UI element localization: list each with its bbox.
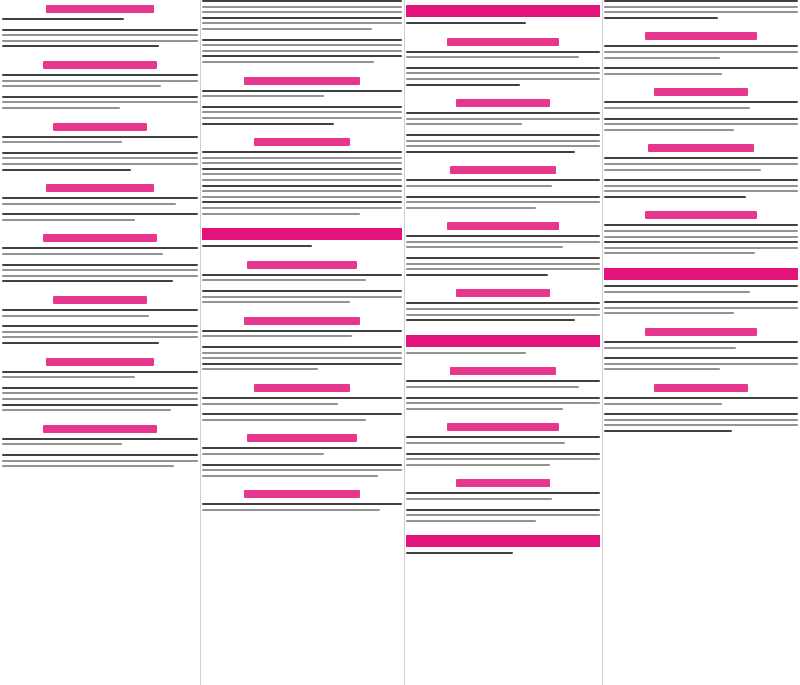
text-line bbox=[604, 73, 722, 75]
text-line bbox=[406, 84, 520, 86]
section-heading bbox=[244, 490, 360, 498]
text-line bbox=[406, 185, 552, 187]
text-line bbox=[406, 246, 563, 248]
text-line bbox=[406, 436, 600, 438]
text-line bbox=[604, 341, 798, 343]
text-line bbox=[2, 169, 131, 171]
text-line bbox=[604, 17, 718, 19]
text-line bbox=[202, 123, 334, 125]
text-line bbox=[202, 301, 350, 303]
text-line bbox=[2, 85, 161, 87]
section-heading bbox=[456, 289, 549, 297]
text-line bbox=[406, 235, 600, 237]
section-heading bbox=[645, 32, 758, 40]
text-line bbox=[406, 51, 600, 53]
text-line bbox=[604, 247, 798, 249]
text-line bbox=[2, 309, 198, 311]
text-line bbox=[604, 413, 798, 415]
text-line bbox=[604, 224, 798, 226]
text-line bbox=[202, 464, 402, 466]
text-line bbox=[406, 201, 600, 203]
column-4 bbox=[604, 0, 798, 685]
section-banner bbox=[406, 535, 600, 547]
text-line bbox=[406, 207, 536, 209]
text-line bbox=[604, 0, 798, 2]
text-line bbox=[2, 392, 198, 394]
text-line bbox=[202, 6, 402, 8]
text-line bbox=[604, 285, 798, 287]
text-line bbox=[604, 196, 746, 198]
text-line bbox=[202, 330, 402, 332]
text-line bbox=[2, 45, 159, 47]
column-2 bbox=[202, 0, 402, 685]
text-line bbox=[406, 274, 548, 276]
text-line bbox=[202, 201, 402, 203]
text-line bbox=[2, 107, 120, 109]
text-line bbox=[202, 28, 372, 30]
text-line bbox=[406, 352, 526, 354]
text-line bbox=[2, 404, 198, 406]
text-line bbox=[202, 503, 402, 505]
text-line bbox=[2, 101, 198, 103]
text-line bbox=[2, 443, 122, 445]
section-heading bbox=[456, 99, 549, 107]
text-line bbox=[2, 247, 198, 249]
text-line bbox=[2, 163, 198, 165]
text-line bbox=[202, 419, 366, 421]
column-3 bbox=[406, 0, 600, 685]
text-line bbox=[2, 219, 135, 221]
text-line bbox=[406, 314, 600, 316]
text-line bbox=[406, 397, 600, 399]
section-heading bbox=[450, 166, 557, 174]
text-line bbox=[604, 123, 798, 125]
text-line bbox=[406, 408, 563, 410]
section-heading bbox=[447, 222, 560, 230]
section-heading bbox=[46, 184, 154, 192]
text-line bbox=[202, 190, 402, 192]
text-line bbox=[406, 498, 552, 500]
text-line bbox=[2, 80, 198, 82]
section-heading bbox=[247, 434, 357, 442]
text-line bbox=[604, 312, 734, 314]
text-line bbox=[2, 269, 198, 271]
text-line bbox=[604, 252, 755, 254]
text-line bbox=[604, 241, 798, 243]
text-line bbox=[2, 371, 198, 373]
section-heading bbox=[46, 358, 154, 366]
text-line bbox=[2, 203, 176, 205]
text-line bbox=[2, 213, 198, 215]
text-line bbox=[202, 413, 402, 415]
section-heading bbox=[645, 328, 758, 336]
text-line bbox=[202, 50, 402, 52]
text-line bbox=[604, 368, 720, 370]
text-line bbox=[604, 419, 798, 421]
section-heading bbox=[46, 5, 154, 13]
text-line bbox=[406, 72, 600, 74]
text-line bbox=[604, 179, 798, 181]
text-line bbox=[406, 492, 600, 494]
text-line bbox=[604, 169, 761, 171]
text-line bbox=[202, 61, 374, 63]
text-line bbox=[406, 509, 600, 511]
text-line bbox=[202, 509, 380, 511]
text-line bbox=[2, 438, 198, 440]
text-line bbox=[604, 230, 798, 232]
text-line bbox=[406, 319, 575, 321]
text-line bbox=[604, 236, 798, 238]
section-heading bbox=[654, 384, 747, 392]
text-line bbox=[406, 402, 600, 404]
section-heading bbox=[43, 425, 157, 433]
text-line bbox=[406, 123, 522, 125]
section-heading bbox=[43, 234, 157, 242]
text-line bbox=[406, 56, 579, 58]
text-line bbox=[604, 6, 798, 8]
text-line bbox=[604, 157, 798, 159]
text-line bbox=[2, 18, 124, 20]
section-heading bbox=[456, 479, 549, 487]
section-heading bbox=[53, 296, 147, 304]
text-line bbox=[202, 162, 402, 164]
text-line bbox=[406, 112, 600, 114]
text-line bbox=[406, 302, 600, 304]
text-line bbox=[2, 331, 198, 333]
text-line bbox=[406, 257, 600, 259]
text-line bbox=[202, 397, 402, 399]
text-line bbox=[202, 90, 402, 92]
section-heading bbox=[244, 317, 360, 325]
text-line bbox=[2, 398, 198, 400]
section-heading bbox=[648, 144, 755, 152]
text-line bbox=[202, 279, 366, 281]
text-line bbox=[202, 213, 360, 215]
text-line bbox=[2, 264, 198, 266]
text-line bbox=[202, 346, 402, 348]
text-line bbox=[406, 140, 600, 142]
text-line bbox=[2, 409, 171, 411]
text-line bbox=[2, 96, 198, 98]
text-line bbox=[202, 22, 402, 24]
section-heading bbox=[247, 261, 357, 269]
text-line bbox=[604, 307, 798, 309]
text-line bbox=[406, 151, 575, 153]
text-line bbox=[604, 185, 798, 187]
section-banner bbox=[202, 228, 402, 240]
text-line bbox=[2, 460, 198, 462]
text-line bbox=[202, 475, 378, 477]
text-line bbox=[406, 145, 600, 147]
text-line bbox=[604, 51, 798, 53]
text-line bbox=[202, 179, 402, 181]
text-line bbox=[2, 454, 198, 456]
text-line bbox=[202, 17, 402, 19]
text-line bbox=[604, 357, 798, 359]
text-line bbox=[2, 376, 135, 378]
text-line bbox=[2, 197, 198, 199]
text-line bbox=[202, 157, 402, 159]
text-line bbox=[2, 74, 198, 76]
text-line bbox=[202, 274, 402, 276]
section-heading bbox=[447, 423, 560, 431]
text-line bbox=[2, 141, 122, 143]
text-line bbox=[604, 347, 736, 349]
column-rule bbox=[404, 0, 405, 685]
text-line bbox=[406, 263, 600, 265]
text-line bbox=[604, 57, 720, 59]
text-line bbox=[202, 469, 402, 471]
text-line bbox=[2, 157, 198, 159]
text-line bbox=[2, 40, 198, 42]
text-line bbox=[202, 368, 318, 370]
text-line bbox=[406, 268, 600, 270]
text-line bbox=[406, 464, 550, 466]
text-line bbox=[406, 78, 600, 80]
text-line bbox=[2, 280, 173, 282]
text-line bbox=[604, 363, 798, 365]
text-line bbox=[406, 179, 600, 181]
section-heading bbox=[254, 138, 350, 146]
text-line bbox=[202, 245, 312, 247]
text-line bbox=[202, 352, 402, 354]
text-line bbox=[604, 107, 750, 109]
section-banner bbox=[406, 5, 600, 17]
section-heading bbox=[450, 367, 557, 375]
text-line bbox=[604, 129, 734, 131]
text-line bbox=[202, 207, 402, 209]
text-line bbox=[406, 386, 579, 388]
text-line bbox=[2, 315, 149, 317]
text-line bbox=[202, 0, 402, 2]
text-line bbox=[2, 152, 198, 154]
section-banner bbox=[604, 268, 798, 280]
text-line bbox=[2, 342, 159, 344]
text-line bbox=[406, 134, 600, 136]
text-line bbox=[406, 118, 600, 120]
text-line bbox=[202, 290, 402, 292]
text-line bbox=[604, 301, 798, 303]
text-line bbox=[202, 55, 402, 57]
section-heading bbox=[244, 77, 360, 85]
section-banner bbox=[406, 335, 600, 347]
text-line bbox=[202, 39, 402, 41]
text-line bbox=[202, 296, 402, 298]
text-line bbox=[406, 453, 600, 455]
text-line bbox=[202, 447, 402, 449]
text-line bbox=[2, 29, 198, 31]
text-line bbox=[202, 185, 402, 187]
column-rule bbox=[200, 0, 201, 685]
text-line bbox=[406, 196, 600, 198]
column-rule bbox=[602, 0, 603, 685]
text-line bbox=[202, 11, 402, 13]
text-line bbox=[406, 442, 565, 444]
text-line bbox=[604, 101, 798, 103]
text-line bbox=[406, 22, 526, 24]
text-line bbox=[2, 275, 198, 277]
text-line bbox=[604, 45, 798, 47]
section-heading bbox=[447, 38, 560, 46]
text-line bbox=[604, 11, 798, 13]
text-line bbox=[604, 424, 798, 426]
text-line bbox=[604, 190, 798, 192]
text-line bbox=[406, 241, 600, 243]
text-line bbox=[202, 335, 352, 337]
text-line bbox=[202, 357, 402, 359]
text-line bbox=[202, 403, 338, 405]
text-line bbox=[2, 387, 198, 389]
section-heading bbox=[645, 211, 758, 219]
text-line bbox=[2, 336, 198, 338]
text-line bbox=[202, 95, 324, 97]
text-line bbox=[202, 111, 402, 113]
text-line bbox=[406, 67, 600, 69]
text-line bbox=[202, 106, 402, 108]
text-line bbox=[2, 465, 174, 467]
text-line bbox=[202, 173, 402, 175]
text-line bbox=[406, 458, 600, 460]
text-line bbox=[604, 430, 732, 432]
text-line bbox=[202, 453, 324, 455]
text-line bbox=[202, 117, 402, 119]
text-line bbox=[604, 118, 798, 120]
text-line bbox=[202, 363, 402, 365]
text-line bbox=[202, 168, 402, 170]
text-line bbox=[604, 397, 798, 399]
section-heading bbox=[43, 61, 157, 69]
text-line bbox=[406, 552, 513, 554]
text-line bbox=[2, 34, 198, 36]
text-line bbox=[604, 291, 750, 293]
text-line bbox=[604, 67, 798, 69]
text-line bbox=[406, 514, 600, 516]
text-line bbox=[2, 136, 198, 138]
text-line bbox=[2, 325, 198, 327]
column-1 bbox=[2, 0, 198, 685]
text-line bbox=[2, 253, 163, 255]
text-line bbox=[406, 308, 600, 310]
text-line bbox=[202, 151, 402, 153]
text-line bbox=[406, 520, 536, 522]
section-heading bbox=[654, 88, 747, 96]
text-line bbox=[604, 163, 798, 165]
text-line bbox=[604, 403, 722, 405]
section-heading bbox=[254, 384, 350, 392]
text-line bbox=[202, 44, 402, 46]
text-line bbox=[406, 380, 600, 382]
section-heading bbox=[53, 123, 147, 131]
text-line bbox=[202, 196, 402, 198]
